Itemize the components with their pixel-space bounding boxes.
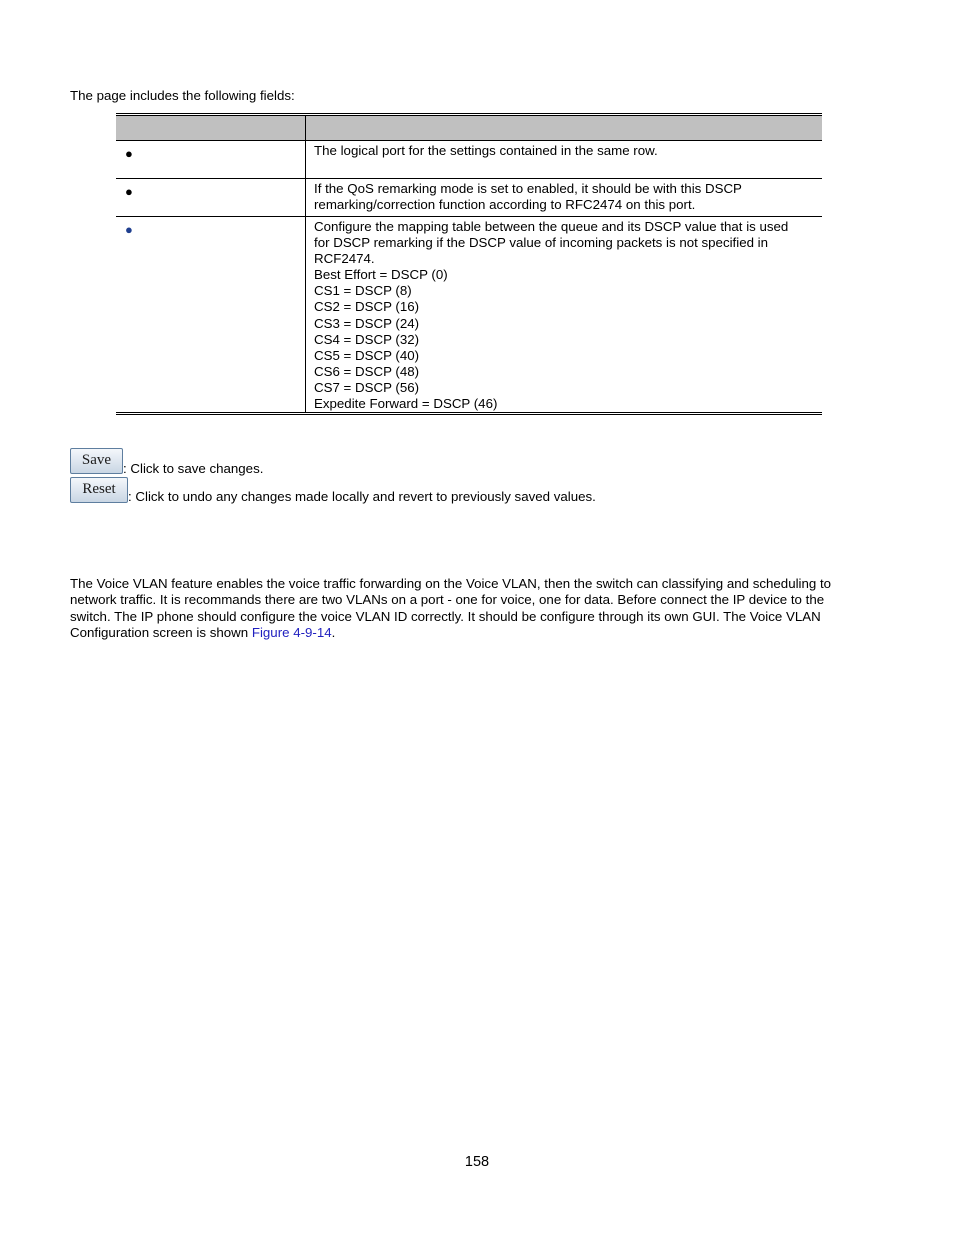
reset-description: : Click to undo any changes made locally and revert to previously saved values. — [128, 489, 596, 504]
description-line: Best Effort = DSCP (0) — [314, 267, 448, 283]
object-cell — [116, 141, 306, 179]
description-line: Configure the mapping table between the queue and its DSCP value that is used — [314, 219, 789, 234]
intro-text: The page includes the following fields: — [70, 88, 295, 103]
reset-row — [70, 477, 596, 505]
paragraph-line: switch. The IP phone should configure the voice VLAN ID correctly. It should be configure through its own GUI. The Voice VLAN — [70, 608, 821, 624]
save-description: : Click to save changes. — [123, 461, 264, 476]
description-line: CS2 = DSCP (16) — [314, 299, 420, 315]
page-number: 158 — [464, 1154, 490, 1170]
description-line: for DSCP remarking if the DSCP value of incoming packets is not specified in — [314, 235, 769, 251]
bullet-icon: ● — [125, 184, 133, 199]
description-line: RCF2474. — [314, 251, 375, 267]
description-line: CS7 = DSCP (56) — [314, 379, 420, 395]
description-line: CS1 = DSCP (8) — [314, 283, 412, 299]
paragraph-line-prefix: Configuration screen is shown — [70, 624, 252, 640]
reset-button[interactable]: Reset — [70, 477, 128, 503]
fields-table — [116, 113, 822, 415]
description-cell — [306, 141, 823, 179]
description-line: The logical port for the settings contained in the same row. — [314, 143, 658, 158]
description-line: CS5 = DSCP (40) — [314, 347, 420, 363]
voice-vlan-paragraph — [70, 576, 880, 641]
description-line: remarking/correction function according to RFC2474 on this port. — [314, 197, 696, 213]
object-cell — [116, 217, 306, 414]
description-line: CS3 = DSCP (24) — [314, 315, 420, 331]
description-cell — [306, 179, 823, 217]
table-row — [116, 179, 822, 217]
description-line: CS4 = DSCP (32) — [314, 331, 420, 347]
header-object — [116, 115, 306, 141]
save-button[interactable]: Save — [70, 448, 123, 474]
bullet-icon: ● — [125, 222, 133, 237]
table-row — [116, 141, 822, 179]
object-cell — [116, 179, 306, 217]
header-description — [306, 115, 823, 141]
save-row — [70, 448, 263, 477]
figure-link[interactable]: Figure 4-9-14 — [251, 624, 332, 640]
paragraph-line: network traffic. It is recommands there are two VLANs on a port - one for voice, one for data. Before connect the IP device to the — [70, 592, 825, 608]
paragraph-line: The Voice VLAN feature enables the voice traffic forwarding on the Voice VLAN, then the switch can classifying and scheduling to — [70, 576, 832, 591]
table-header-row — [116, 115, 822, 141]
description-line: If the QoS remarking mode is set to enabled, it should be with this DSCP — [314, 181, 742, 196]
description-line: Expedite Forward = DSCP (46) — [314, 396, 498, 412]
paragraph-line — [70, 625, 880, 641]
description-line: CS6 = DSCP (48) — [314, 363, 420, 379]
table-row — [116, 217, 822, 414]
paragraph-line-suffix: . — [331, 624, 336, 640]
bullet-icon: ● — [125, 146, 133, 161]
description-cell — [306, 217, 823, 414]
